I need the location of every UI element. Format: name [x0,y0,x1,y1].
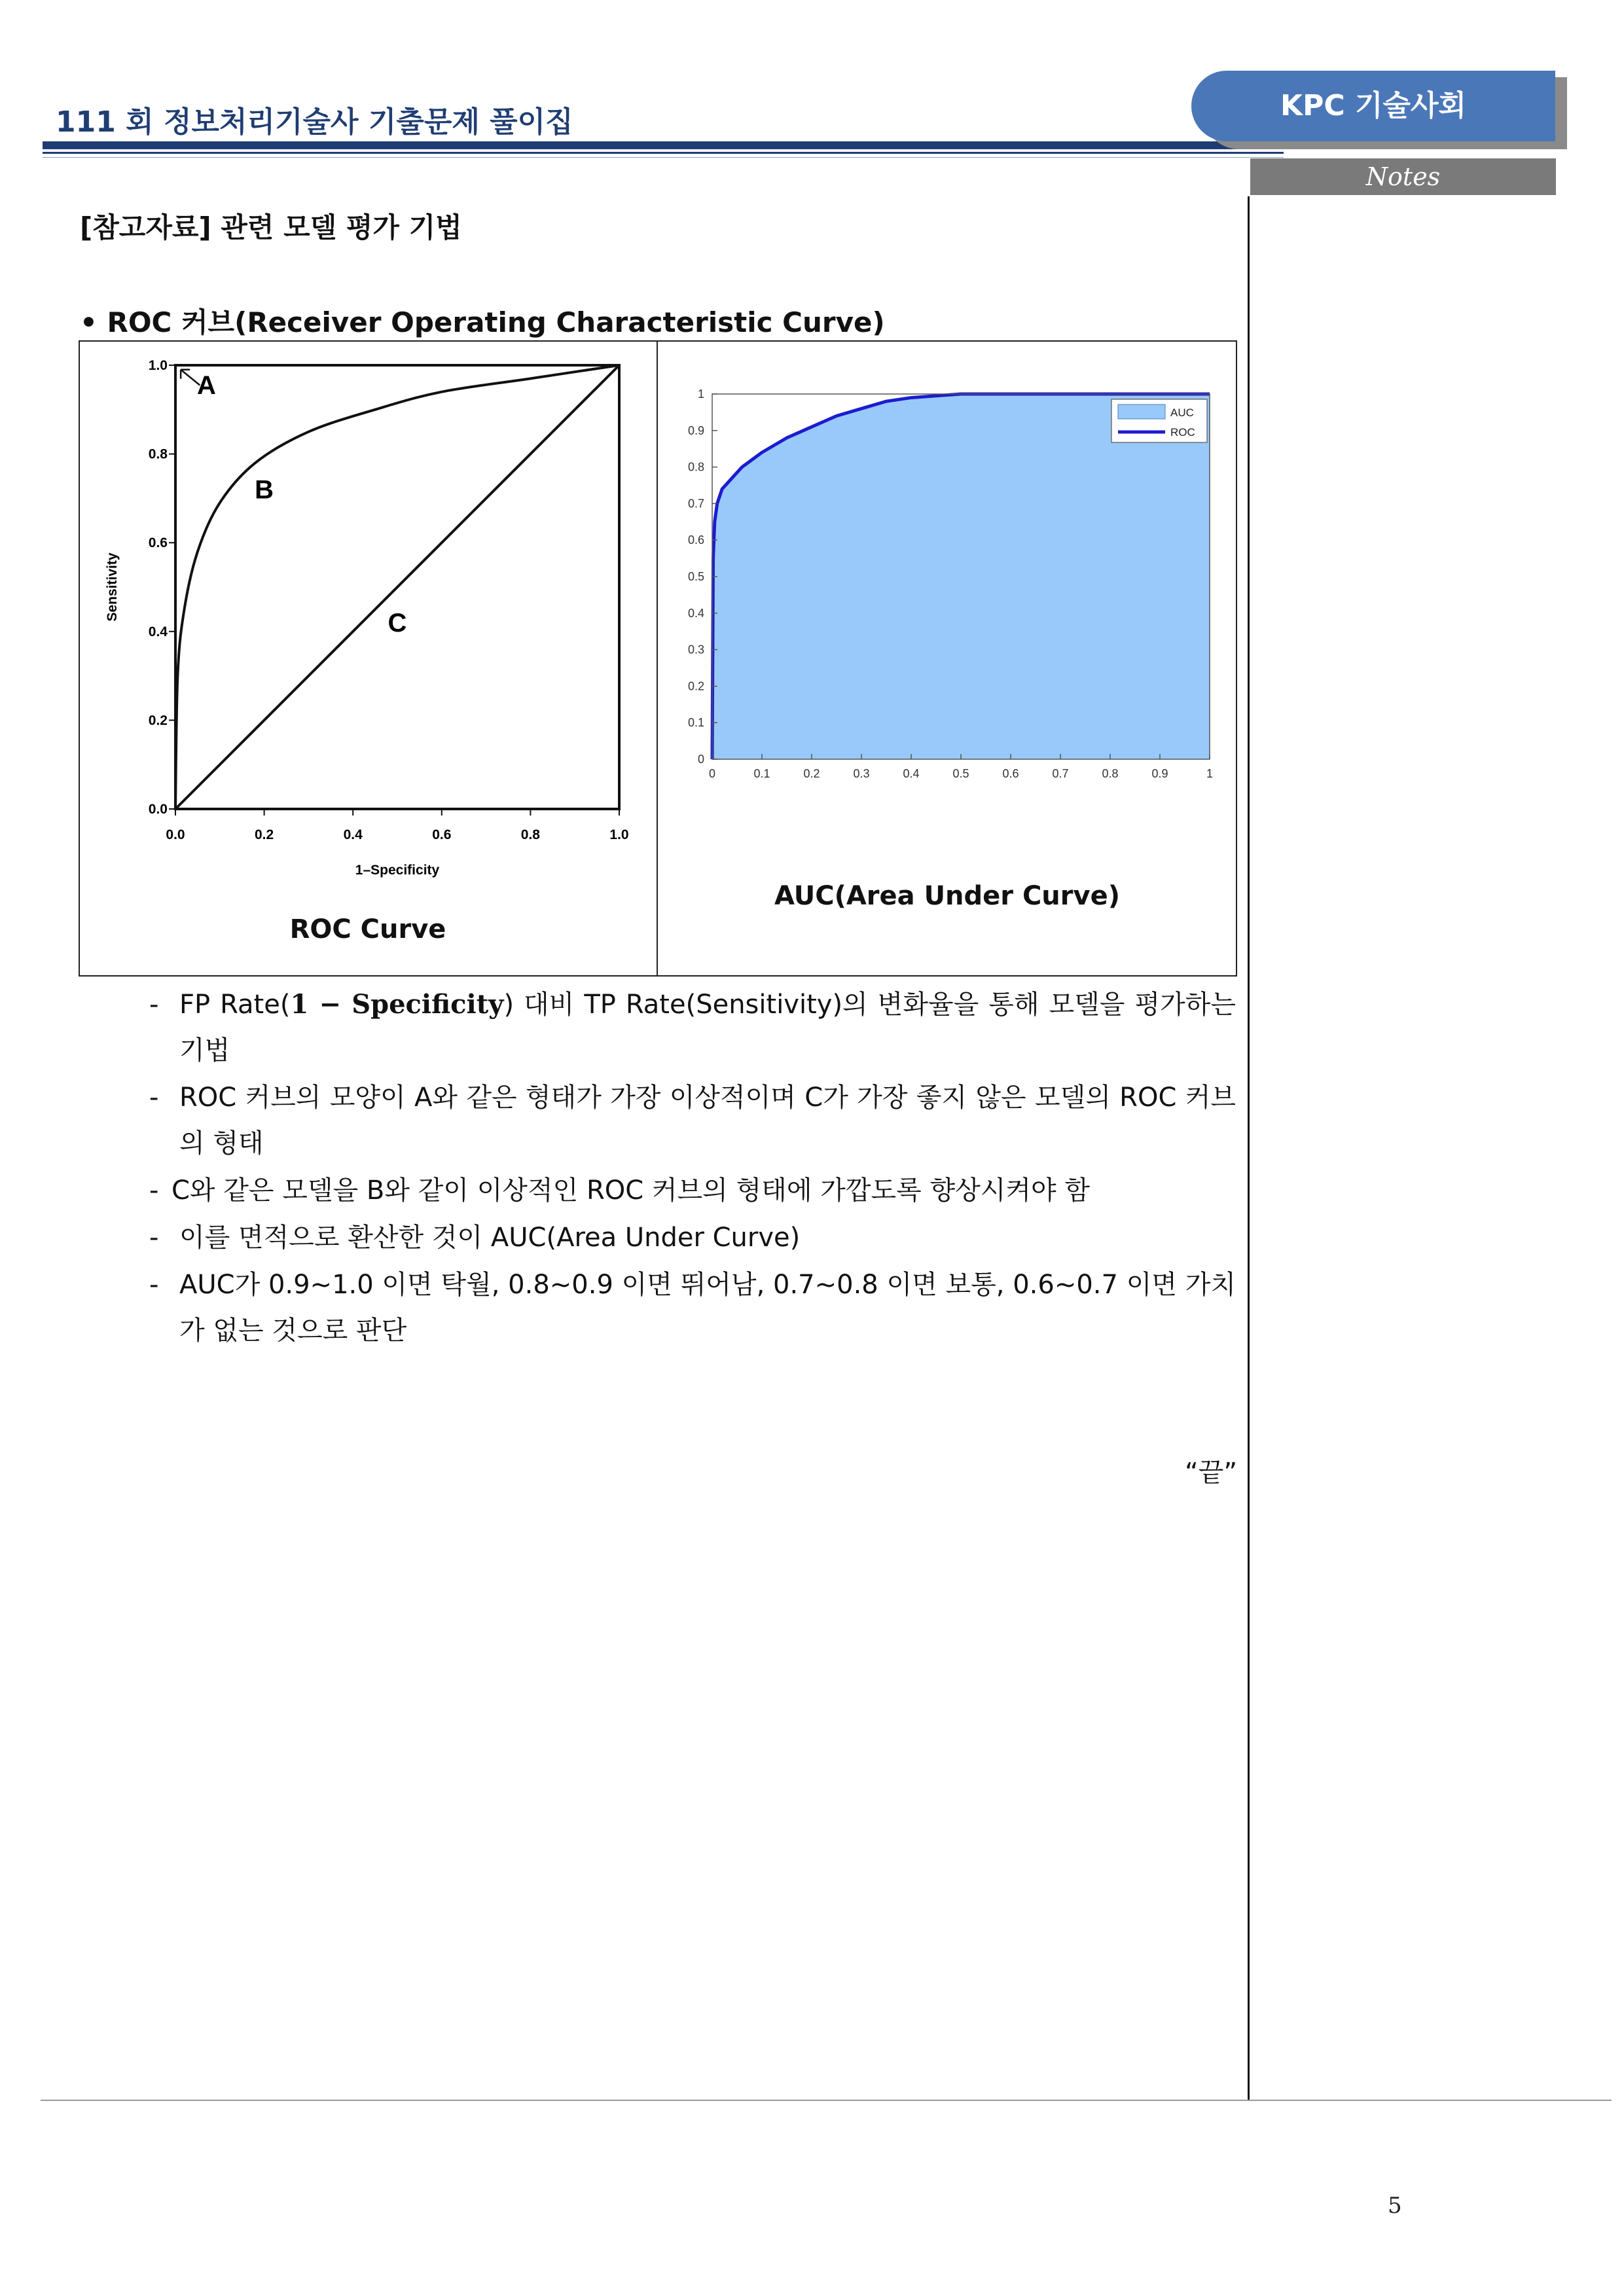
header-rule-thin [43,152,1284,154]
legend-label-auc: AUC [1170,406,1194,419]
reference-title: [참고자료] 관련 모델 평가 기법 [80,211,462,243]
y-tick-label: 0.7 [687,497,704,511]
x-tick-label: 0.6 [432,827,452,842]
y-tick-label: 0.9 [687,423,704,437]
x-tick-label: 0.7 [1052,767,1069,780]
dash: - [149,1270,159,1300]
math-expression: 1 − Specificity [290,989,504,1020]
x-tick-label: 0.8 [1102,767,1119,780]
list-item-text: C와 같은 모델을 B와 같이 이상적인 ROC 커브의 형태에 가깝도록 향상시켜야 함 [171,1175,1091,1206]
auc-area [712,394,1210,759]
list-item-text-post: ) 대비 TP Rate(Sensitivity)의 변화율을 통해 모델을 평가하는 기법 [179,990,1236,1066]
x-tick-label: 1.0 [609,827,629,842]
y-tick-label: 0.0 [148,802,168,817]
x-tick-label: 0.4 [903,767,920,780]
y-tick-label: 0.8 [148,446,168,462]
y-tick-label: 0.6 [687,533,704,547]
x-tick-label: 0.2 [254,827,274,842]
y-tick-label: 0.2 [687,679,704,693]
dash: - [149,1083,159,1113]
x-tick-label: 0.1 [753,767,770,780]
list-item [149,982,1236,1073]
list-item [149,1168,1236,1213]
y-tick-label: 1 [697,387,704,401]
roc-heading [80,301,885,340]
list-item-text [149,982,1236,1073]
end-mark: “끝” [1185,1458,1238,1488]
x-tick-label: 0.5 [952,767,969,780]
list-item-text: ROC 커브의 모양이 A와 같은 형태가 가장 이상적이며 C가 가장 좋지 않은 모델의 ROC 커브의 형태 [179,1083,1236,1158]
list-item [149,1215,1236,1261]
y-tick-label: 0.6 [148,535,168,551]
dash: - [149,1175,159,1206]
auc-legend [1111,399,1207,442]
list-item [149,1075,1236,1166]
annotation-C: C [388,608,407,637]
x-tick-label: 0 [708,767,716,780]
auc-chart [658,342,1236,800]
y-tick-label: 0.1 [687,716,704,730]
x-axis-label: 1–Specificity [355,863,440,878]
header-rule-thick [43,141,1284,149]
roc-heading-text: ROC 커브(Receiver Operating Characteristic Curve) [107,306,885,338]
legend-swatch-auc [1118,404,1165,419]
footer-rule [41,2100,1612,2101]
page-number: 5 [1388,2193,1402,2219]
y-tick-label: 0.4 [687,606,704,620]
x-tick-label: 0.4 [343,827,363,842]
x-tick-label: 0.3 [853,767,870,780]
list-item [149,1262,1236,1354]
y-tick-label: 0.4 [148,624,168,639]
notes-column-divider [1248,196,1250,2100]
x-tick-label: 0.2 [803,767,820,780]
document-title: 111 회 정보처리기술사 기출문제 풀이집 [56,105,573,139]
x-tick-label: 0.6 [1002,767,1019,780]
y-tick-label: 0.2 [148,713,168,728]
y-tick-label: 1.0 [148,358,168,373]
annotation-A: A [197,371,216,401]
x-tick-label: 1 [1206,767,1214,780]
header-rule-light [43,157,1284,158]
x-tick-label: 0.9 [1151,767,1168,780]
bullet-dot: • [80,306,98,338]
list-item-text: AUC가 0.9~1.0 이면 탁월, 0.8~0.9 이면 뛰어남, 0.7~0.8 이면 보통, 0.6~0.7 이면 가치가 없는 것으로 판단 [179,1270,1236,1346]
auc-caption: AUC(Area Under Curve) [774,881,1120,911]
roc-curve-caption: ROC Curve [289,914,446,944]
publisher-badge-label: KPC 기술사회 [1280,89,1466,122]
y-tick-label: 0 [697,753,704,766]
roc-curve-chart [80,342,656,878]
dash: - [149,1223,159,1253]
legend-label-roc: ROC [1170,426,1195,439]
x-tick-label: 0.0 [166,827,185,842]
list-item-text-pre: FP Rate( [179,990,291,1020]
y-tick-label: 0.3 [687,643,704,656]
x-tick-label: 0.8 [520,827,541,842]
roc-series-C [175,365,619,809]
list-item-text: 이를 면적으로 환산한 것이 AUC(Area Under Curve) [179,1223,801,1253]
notes-label: Notes [1365,162,1441,191]
y-tick-label: 0.8 [687,460,704,474]
y-axis-label: Sensitivity [105,552,120,622]
annotation-B: B [255,475,274,505]
y-tick-label: 0.5 [687,570,704,583]
dash: - [149,990,159,1020]
